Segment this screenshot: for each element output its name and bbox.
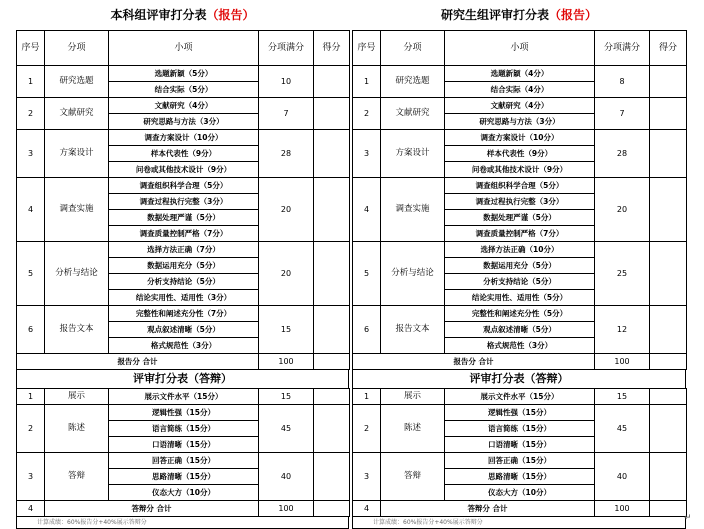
table-row (353, 405, 687, 421)
table-row (353, 242, 687, 258)
sub-item: 调查组织科学合理（5分） (109, 178, 259, 194)
score-cell[interactable] (650, 66, 687, 98)
score-cell[interactable] (314, 178, 350, 242)
table-row (353, 306, 687, 322)
full-score: 40 (259, 453, 314, 501)
table-header-cell: 分项 (45, 31, 109, 66)
table-row (353, 178, 687, 194)
sub-item: 数据运用充分（5分） (109, 258, 259, 274)
sheet-title (16, 0, 349, 30)
report-score-table (16, 30, 350, 370)
defense-title: 评审打分表（答辩） (352, 370, 686, 388)
table-row (17, 405, 350, 421)
defense-total-score[interactable] (650, 501, 687, 517)
score-formula-note: 计算成绩：60%报告分+40%展示答辩分 (16, 517, 349, 529)
score-cell[interactable] (650, 98, 687, 130)
sub-item: 数据处理严谨（5分） (109, 210, 259, 226)
category-name: 研究选题 (381, 66, 445, 98)
full-score: 28 (259, 130, 314, 178)
sub-item: 分析支持结论（5分） (445, 274, 595, 290)
item-number: 5 (353, 242, 381, 306)
item-number: 2 (353, 98, 381, 130)
sub-item: 仪态大方（10分） (445, 485, 595, 501)
category-name: 调查实施 (45, 178, 109, 242)
sub-item: 语言简练（15分） (445, 421, 595, 437)
category-name: 答辩 (45, 453, 109, 501)
sub-item: 展示文件水平（15分） (445, 389, 595, 405)
score-cell[interactable] (650, 242, 687, 306)
sub-item: 选择方法正确（10分） (445, 242, 595, 258)
score-cell[interactable] (650, 178, 687, 242)
item-number: 1 (17, 66, 45, 98)
category-name: 报告文本 (381, 306, 445, 354)
item-number: 1 (17, 389, 45, 405)
score-cell[interactable] (650, 389, 687, 405)
full-score: 45 (259, 405, 314, 453)
table-row (353, 66, 687, 82)
sub-item: 调查组织科学合理（5分） (445, 178, 595, 194)
table-row (353, 389, 687, 405)
item-number: 6 (17, 306, 45, 354)
sub-item: 观点叙述清晰（5分） (445, 322, 595, 338)
sub-item: 格式规范性（3分） (109, 338, 259, 354)
sub-item: 问卷或其他技术设计（9分） (445, 162, 595, 178)
item-number: 2 (353, 405, 381, 453)
sheet-title-tag: （报告） (549, 8, 598, 22)
category-name: 答辩 (381, 453, 445, 501)
full-score: 20 (595, 178, 650, 242)
report-total-label: 报告分 合计 (17, 354, 259, 370)
sub-item: 样本代表性（9分） (109, 146, 259, 162)
table-header-cell: 分项满分 (259, 31, 314, 66)
sub-item: 数据运用充分（5分） (445, 258, 595, 274)
full-score: 10 (259, 66, 314, 98)
full-score: 12 (595, 306, 650, 354)
item-number: 1 (353, 389, 381, 405)
score-cell[interactable] (650, 453, 687, 501)
score-cell[interactable] (314, 242, 350, 306)
score-cell[interactable] (314, 453, 350, 501)
full-score: 45 (595, 405, 650, 453)
item-number: 3 (17, 453, 45, 501)
full-score: 20 (259, 178, 314, 242)
table-row (353, 130, 687, 146)
item-number: 2 (17, 405, 45, 453)
sub-item: 分析支持结论（5分） (109, 274, 259, 290)
table-row (17, 130, 350, 146)
sub-item: 结合实际（5分） (109, 82, 259, 98)
category-name: 分析与结论 (381, 242, 445, 306)
sub-item: 仪态大方（10分） (109, 485, 259, 501)
sub-item: 调查过程执行完整（3分） (445, 194, 595, 210)
category-name: 方案设计 (45, 130, 109, 178)
score-cell[interactable] (314, 389, 350, 405)
full-score: 8 (595, 66, 650, 98)
score-cell[interactable] (650, 306, 687, 354)
defense-score-table (16, 388, 350, 517)
sheet-title-text: 本科组评审打分表 (110, 8, 207, 22)
sub-item: 思路清晰（15分） (445, 469, 595, 485)
table-row (17, 453, 350, 469)
full-score: 7 (595, 98, 650, 130)
full-score: 40 (595, 453, 650, 501)
table-header-cell: 序号 (353, 31, 381, 66)
sub-item: 文献研究（4分） (109, 98, 259, 114)
sub-item: 选择方法正确（7分） (109, 242, 259, 258)
defense-total-label: 答辩分 合计 (381, 501, 595, 517)
category-name: 研究选题 (45, 66, 109, 98)
sub-item: 数据处理严谨（5分） (445, 210, 595, 226)
defense-total-score[interactable] (314, 501, 350, 517)
item-number: 3 (353, 453, 381, 501)
sub-item: 完整性和阐述充分性（7分） (109, 306, 259, 322)
report-total-value: 100 (595, 354, 650, 370)
table-row (17, 178, 350, 194)
sub-item: 口语清晰（15分） (109, 437, 259, 453)
category-name: 陈述 (381, 405, 445, 453)
sub-item: 问卷或其他技术设计（9分） (109, 162, 259, 178)
report-score-table (352, 30, 687, 370)
score-cell[interactable] (314, 130, 350, 178)
sub-item: 观点叙述清晰（5分） (109, 322, 259, 338)
sub-item: 回答正确（15分） (445, 453, 595, 469)
item-number: 5 (17, 242, 45, 306)
table-header-cell: 得分 (650, 31, 687, 66)
table-header-cell: 分项 (381, 31, 445, 66)
undergrad-score-sheet (16, 0, 349, 529)
defense-total-row (17, 501, 350, 517)
table-header-cell: 序号 (17, 31, 45, 66)
full-score: 25 (595, 242, 650, 306)
sub-item: 逻辑性强（15分） (445, 405, 595, 421)
sub-item: 研究思路与方法（3分） (445, 114, 595, 130)
score-cell[interactable] (314, 306, 350, 354)
table-row (17, 306, 350, 322)
category-name: 展示 (45, 389, 109, 405)
score-formula-note: 计算成绩：60%报告分+40%展示答辩分 (352, 517, 686, 529)
report-total-value: 100 (259, 354, 314, 370)
full-score: 28 (595, 130, 650, 178)
sub-item: 回答正确（15分） (109, 453, 259, 469)
score-cell[interactable] (650, 130, 687, 178)
sub-item: 格式规范性（3分） (445, 338, 595, 354)
defense-total-label: 答辩分 合计 (45, 501, 259, 517)
sheet-title-tag: （报告） (206, 8, 255, 22)
full-score: 15 (259, 306, 314, 354)
item-number: 4 (17, 178, 45, 242)
report-total-row (17, 354, 350, 370)
report-total-score[interactable] (314, 354, 350, 370)
category-name: 分析与结论 (45, 242, 109, 306)
category-name: 陈述 (45, 405, 109, 453)
sub-item: 结论实用性、适用性（3分） (109, 290, 259, 306)
sub-item: 思路清晰（15分） (109, 469, 259, 485)
table-header-cell: 小项 (445, 31, 595, 66)
full-score: 7 (259, 98, 314, 130)
item-number: 6 (353, 306, 381, 354)
sub-item: 选题新颖（5分） (109, 66, 259, 82)
report-total-label: 报告分 合计 (353, 354, 595, 370)
category-name: 展示 (381, 389, 445, 405)
defense-total-row (353, 501, 687, 517)
item-number: 4 (17, 501, 45, 517)
item-number: 2 (17, 98, 45, 130)
table-row (353, 98, 687, 114)
sub-item: 语言简练（15分） (109, 421, 259, 437)
defense-score-table (352, 388, 687, 517)
full-score: 15 (259, 389, 314, 405)
table-row (17, 389, 350, 405)
graduate-score-sheet (352, 0, 686, 529)
score-cell[interactable] (314, 98, 350, 130)
sub-item: 调查方案设计（10分） (109, 130, 259, 146)
table-header-row (17, 31, 350, 66)
defense-total-value: 100 (259, 501, 314, 517)
sub-item: 完整性和阐述充分性（5分） (445, 306, 595, 322)
item-number: 3 (353, 130, 381, 178)
table-header-cell: 小项 (109, 31, 259, 66)
table-header-cell: 得分 (314, 31, 350, 66)
report-total-row (353, 354, 687, 370)
score-cell[interactable] (314, 405, 350, 453)
item-number: 3 (17, 130, 45, 178)
sub-item: 结合实际（4分） (445, 82, 595, 98)
table-row (17, 242, 350, 258)
full-score: 15 (595, 389, 650, 405)
paragraph-mark: ↵ (684, 513, 692, 523)
table-header-row (353, 31, 687, 66)
category-name: 报告文本 (45, 306, 109, 354)
score-cell[interactable] (314, 66, 350, 98)
sub-item: 调查质量控制严格（7分） (445, 226, 595, 242)
item-number: 1 (353, 66, 381, 98)
table-row (17, 98, 350, 114)
sub-item: 样本代表性（9分） (445, 146, 595, 162)
category-name: 方案设计 (381, 130, 445, 178)
defense-total-value: 100 (595, 501, 650, 517)
report-total-score[interactable] (650, 354, 687, 370)
sub-item: 调查过程执行完整（3分） (109, 194, 259, 210)
table-row (353, 453, 687, 469)
sub-item: 结论实用性、适用性（5分） (445, 290, 595, 306)
sub-item: 口语清晰（15分） (445, 437, 595, 453)
sub-item: 选题新颖（4分） (445, 66, 595, 82)
item-number: 4 (353, 501, 381, 517)
category-name: 调查实施 (381, 178, 445, 242)
table-header-cell: 分项满分 (595, 31, 650, 66)
item-number: 4 (353, 178, 381, 242)
sub-item: 展示文件水平（15分） (109, 389, 259, 405)
table-row (17, 66, 350, 82)
score-cell[interactable] (650, 405, 687, 453)
sheet-title-text: 研究生组评审打分表 (440, 8, 549, 22)
defense-title: 评审打分表（答辩） (16, 370, 349, 388)
category-name: 文献研究 (45, 98, 109, 130)
sub-item: 文献研究（4分） (445, 98, 595, 114)
sub-item: 研究思路与方法（3分） (109, 114, 259, 130)
sub-item: 调查方案设计（10分） (445, 130, 595, 146)
sub-item: 调查质量控制严格（7分） (109, 226, 259, 242)
sheet-title (352, 0, 686, 30)
sub-item: 逻辑性强（15分） (109, 405, 259, 421)
category-name: 文献研究 (381, 98, 445, 130)
full-score: 20 (259, 242, 314, 306)
